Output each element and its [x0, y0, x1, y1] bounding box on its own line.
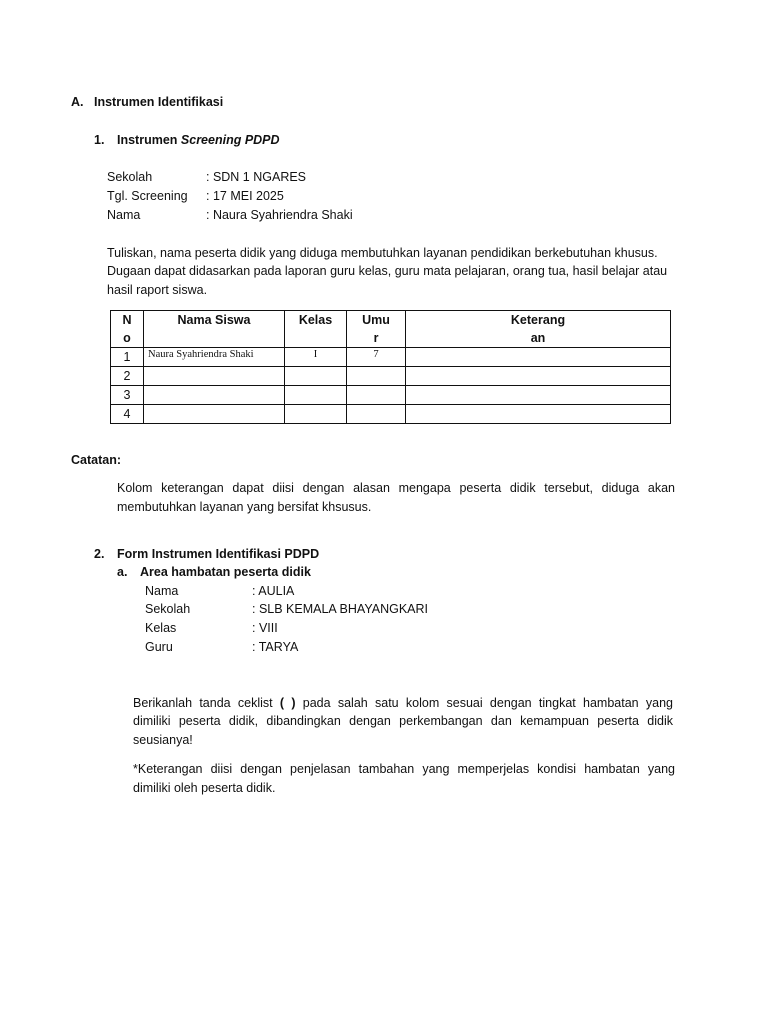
instruction-line-3: hasil raport siswa. — [107, 283, 208, 297]
note-line-1: *Keterangan diisi dengan penjelasan tambahan yang memperjelas kondisi hambatan yang — [133, 762, 675, 776]
catatan-title: Catatan: — [71, 453, 122, 467]
row-name — [144, 386, 285, 405]
name-label: Nama — [107, 208, 141, 222]
section-a-title: Instrumen Identifikasi — [94, 95, 224, 109]
instruction-line-2: Dugaan dapat didasarkan pada laporan guru kelas, guru mata pelajaran, orang tua, hasil belajar atau — [107, 264, 668, 278]
row-no: 4 — [111, 405, 144, 424]
item1-label: 1. — [94, 133, 105, 147]
student-name-value: : AULIA — [252, 584, 295, 598]
student-name-label: Nama — [145, 584, 179, 598]
row-kelas — [285, 386, 347, 405]
row-umur: 7 — [347, 348, 406, 367]
item1-title — [117, 131, 280, 149]
note-line-2: dimiliki oleh peserta didik. — [133, 781, 276, 795]
checklist-instruction-line-3: seusianya! — [133, 733, 193, 747]
table-row — [111, 348, 671, 367]
student-school-value: : SLB KEMALA BHAYANGKARI — [252, 602, 428, 616]
school-info-value: : SDN 1 NGARES — [206, 170, 307, 184]
student-class-label: Kelas — [145, 621, 177, 635]
header-no: N o — [111, 311, 144, 348]
checklist-instruction-line-2: dimiliki peserta didik, dibandingkan dengan perkembangan dan kemampuan peserta didik — [133, 714, 673, 728]
item2-title: Form Instrumen Identifikasi PDPD — [117, 547, 320, 561]
catatan-line-1: Kolom keterangan dapat diisi dengan alasan mengapa peserta didik tersebut, diduga akan — [117, 481, 675, 495]
row-kelas — [285, 367, 347, 386]
teacher-value: : TARYA — [252, 640, 299, 654]
item2-label: 2. — [94, 547, 105, 561]
screening-date-label: Tgl. Screening — [107, 189, 188, 203]
row-name: Naura Syahriendra Shaki — [144, 348, 285, 367]
row-umur — [347, 386, 406, 405]
student-school-label: Sekolah — [145, 602, 191, 616]
item2a-title: Area hambatan peserta didik — [140, 565, 311, 579]
row-name — [144, 405, 285, 424]
row-no: 1 — [111, 348, 144, 367]
table-row — [111, 386, 671, 405]
header-nama-siswa: Nama Siswa — [144, 311, 285, 348]
catatan-line-2: membutuhkan layanan yang bersifat khsusus. — [117, 500, 372, 514]
row-keterangan — [406, 367, 671, 386]
screening-date-value: : 17 MEI 2025 — [206, 189, 284, 203]
section-a-label: A. — [71, 95, 84, 109]
row-name — [144, 367, 285, 386]
row-umur — [347, 367, 406, 386]
row-no: 3 — [111, 386, 144, 405]
row-keterangan — [406, 386, 671, 405]
name-value: : Naura Syahriendra Shaki — [206, 208, 353, 222]
item1-title-plain: Instrumen — [117, 133, 181, 147]
item2a-label: a. — [117, 565, 128, 579]
table-row — [111, 405, 671, 424]
row-umur — [347, 405, 406, 424]
header-kelas: Kelas — [285, 311, 347, 348]
row-no: 2 — [111, 367, 144, 386]
row-keterangan — [406, 348, 671, 367]
teacher-label: Guru — [145, 640, 173, 654]
table-row — [111, 367, 671, 386]
instruction-line-1: Tuliskan, nama peserta didik yang diduga membutuhkan layanan pendidikan berkebutuhan khusus. — [107, 246, 658, 260]
checklist-instruction-line-1: Berikanlah tanda ceklist ( ) pada salah satu kolom sesuai dengan tingkat hambatan yang — [133, 696, 673, 710]
checklist-mark: ( ) — [279, 696, 296, 710]
school-info-label: Sekolah — [107, 170, 153, 184]
student-class-value: : VIII — [252, 621, 278, 635]
header-umur: Umu r — [347, 311, 406, 348]
row-keterangan — [406, 405, 671, 424]
item1-title-italic: Screening PDPD — [180, 133, 280, 147]
screening-table — [110, 310, 671, 424]
header-keterangan: Keterang an — [406, 311, 671, 348]
table-header-row — [111, 311, 671, 348]
row-kelas — [285, 405, 347, 424]
row-kelas: I — [285, 348, 347, 367]
